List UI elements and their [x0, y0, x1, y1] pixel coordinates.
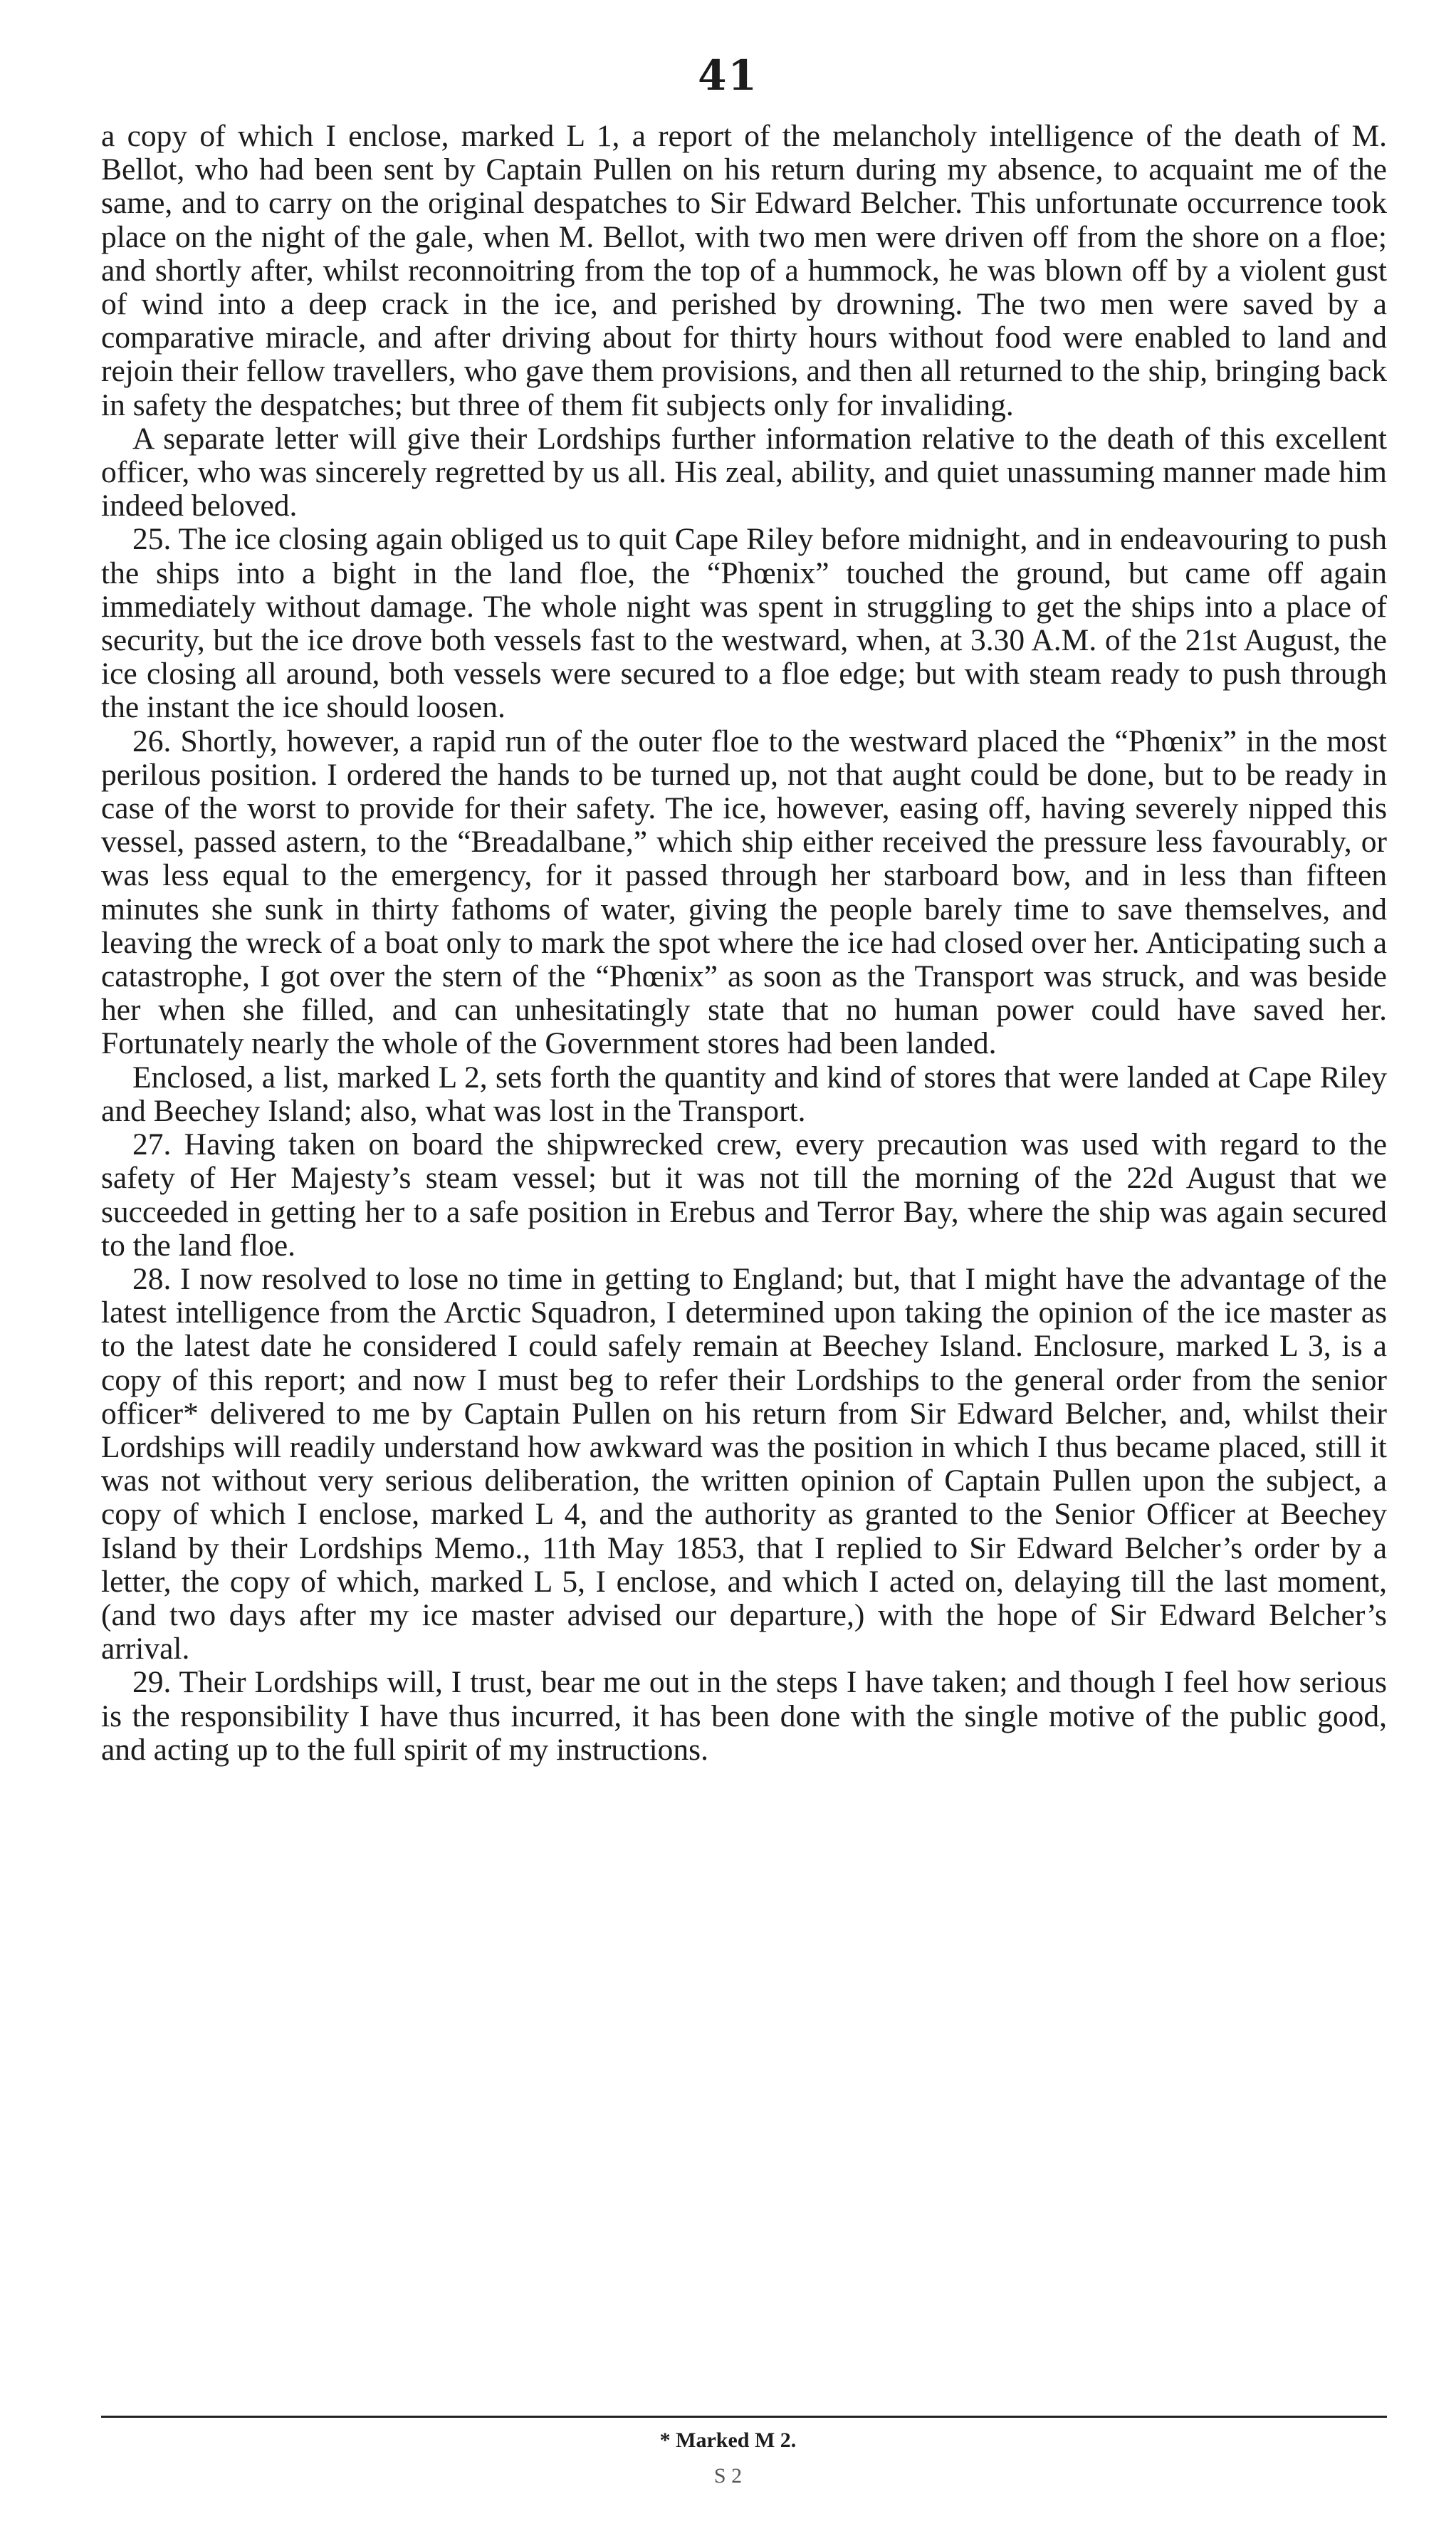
paragraph-29: 29. Their Lordships will, I trust, bear me out in the steps I have taken; and though I feel how serious is the responsibility I have thus incurred, it has been done with the single motive of the public good, and acting up to the full spirit of my instructions. [101, 1665, 1387, 1767]
paragraph-26: 26. Shortly, however, a rapid run of the outer floe to the westward placed the “Phœnix” in the most perilous position. I ordered the hands to be turned up, not that aught could be done, but to be ready in case of the worst to provide for their safety. The ice, however, easing off, having severely nipped this vessel, passed astern, to the “Breadalbane,” which ship either received the pressure less favourably, or was less equal to the emergency, for it passed through her starboard bow, and in less than fifteen minutes she sunk in thirty fathoms of water, giving the people barely time to save themselves, and leaving the wreck of a boat only to mark the spot where the ice had closed over her. Anticipating such a catastrophe, I got over the stern of the “Phœnix” as soon as the Transport was struck, and was beside her when she filled, and can unhesitatingly state that no human power could have saved her. Fortunately nearly the whole of the Government stores had been landed. [101, 724, 1387, 1061]
paragraph-enclosed-list: Enclosed, a list, marked L 2, sets forth the quantity and kind of stores that were landed at Cape Riley and Beechey Island; also, what was lost in the Transport. [101, 1060, 1387, 1128]
paragraph-continuation: a copy of which I enclose, marked L 1, a report of the melancholy intelligence of the death of M. Bellot, who had been sent by Captain Pullen on his return during my absence, to acquaint me of the same, and to carry on the original despatches to Sir Edward Belcher. This unfortunate occurrence took place on the night of the gale, when M. Bellot, with two men were driven off from the shore on a floe; and shortly after, whilst reconnoitring from the top of a hummock, he was blown off by a violent gust of wind into a deep crack in the ice, and perished by drowning. The two men were saved by a comparative miracle, and after driving about for thirty hours without food were enabled to land and rejoin their fellow travellers, who gave them provisions, and then all returned to the ship, bringing back in safety the despatches; but three of them fit subjects only for invaliding. [101, 119, 1387, 422]
document-body [101, 120, 1387, 1767]
signature-mark: S 2 [713, 2464, 743, 2488]
page-number: 41 [698, 51, 758, 100]
paragraph-28: 28. I now resolved to lose no time in getting to England; but, that I might have the advantage of the latest intelligence from the Arctic Squadron, I determined upon taking the opinion of the ice master as to the latest date he considered I could safely remain at Beechey Island. Enclosure, marked L 3, is a copy of this report; and now I must beg to refer their Lordships to the general order from the senior officer* delivered to me by Captain Pullen on his return from Sir Edward Belcher, and, whilst their Lordships will readily understand how awkward was the position in which I thus became placed, still it was not without very serious deliberation, the written opinion of Captain Pullen upon the subject, a copy of which I enclose, marked L 4, and the authority as granted to the Senior Officer at Beechey Island by their Lordships Memo., 11th May 1853, that I replied to Sir Edward Belcher’s order by a letter, the copy of which, marked L 5, I enclose, and which I acted on, delaying till the last moment, (and two days after my ice master advised our departure,) with the hope of Sir Edward Belcher’s arrival. [101, 1261, 1387, 1666]
paragraph-27: 27. Having taken on board the shipwrecked crew, every precaution was used with regard to the safety of Her Majesty’s steam vessel; but it was not till the morning of the 22d August that we succeeded in getting her to a safe position in Erebus and Terror Bay, where the ship was again secured to the land floe. [101, 1127, 1387, 1263]
paragraph-bellot-letter: A separate letter will give their Lordships further information relative to the death of this excellent officer, who was sincerely regretted by us all. His zeal, ability, and quiet unassuming manner made him indeed beloved. [101, 421, 1387, 523]
footnote: * Marked M 2. [659, 2428, 797, 2452]
paragraph-25: 25. The ice closing again obliged us to quit Cape Riley before midnight, and in endeavouring to push the ships into a bight in the land floe, the “Phœnix” touched the ground, but came off again immediately without damage. The whole night was spent in struggling to get the ships into a place of security, but the ice drove both vessels fast to the westward, when, at 3.30 A.M. of the 21st August, the ice closing all around, both vessels were secured to a floe edge; but with steam ready to push through the instant the ice should loosen. [101, 522, 1387, 725]
footnote-rule [101, 2416, 1387, 2418]
